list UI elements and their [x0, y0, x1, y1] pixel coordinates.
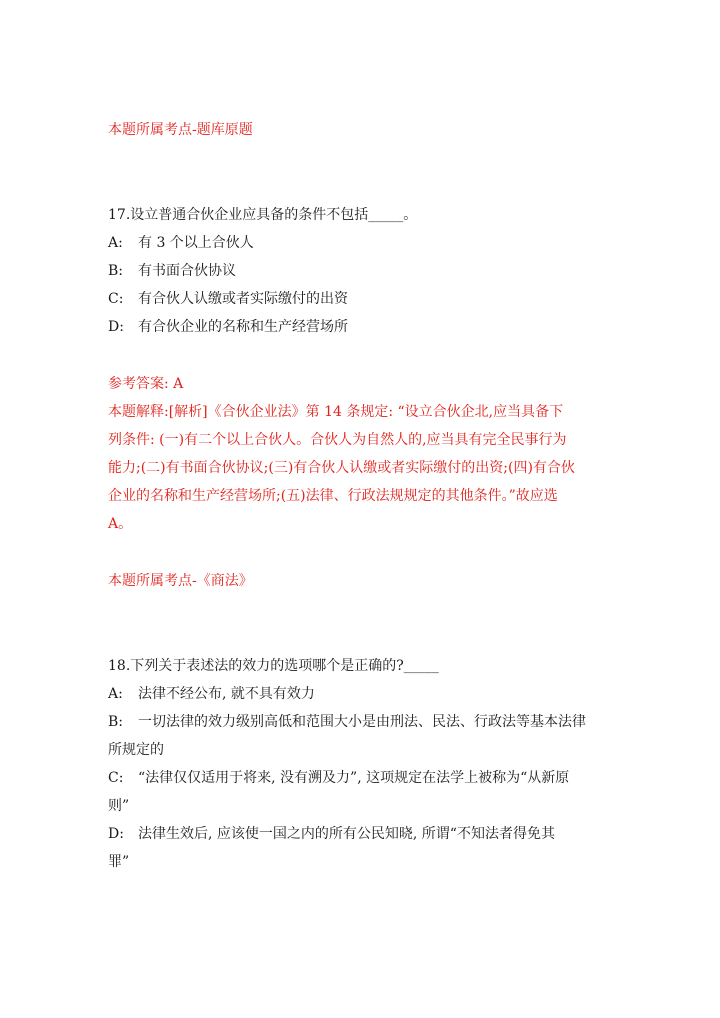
- q18-option-b: [108, 712, 586, 732]
- option-letter: B:: [108, 714, 124, 730]
- option-text: 法律生效后, 应该使一国之内的所有公民知晓, 所谓“不知法者得免其: [138, 826, 555, 842]
- q17-option-b: [108, 261, 236, 281]
- q17-answer: 参考答案: A: [108, 376, 184, 392]
- q17-option-d: [108, 317, 348, 337]
- q17-option-c: [108, 289, 348, 309]
- q17-explanation-line: 本题解释:[解析]《合伙企业法》第 14 条规定: “设立合伙企北,应当具备下: [108, 404, 564, 420]
- q16-topic: 本题所属考点-题库原题: [108, 122, 253, 138]
- option-letter: D:: [108, 826, 124, 842]
- q17-topic: 本题所属考点-《商法》: [108, 573, 253, 589]
- q18-option-a: [108, 684, 315, 704]
- option-letter: C:: [108, 770, 124, 786]
- q17-explanation-line: 能力;(二)有书面合伙协议;(三)有合伙人认缴或者实际缴付的出资;(四)有合伙: [108, 460, 575, 476]
- option-text: 有书面合伙协议: [138, 263, 236, 279]
- option-text-continued: 则”: [108, 798, 130, 814]
- option-text: 有 3 个以上合伙人: [138, 235, 254, 251]
- q17-explanation-line: 企业的名称和生产经营场所;(五)法律、行政法规规定的其他条件。”故应选: [108, 488, 558, 504]
- option-letter: A:: [108, 235, 123, 251]
- q17-option-a: [108, 233, 254, 253]
- option-letter: D:: [108, 319, 124, 335]
- option-letter: A:: [108, 686, 123, 702]
- option-text-continued: 所规定的: [108, 742, 164, 758]
- option-text-continued: 罪”: [108, 854, 130, 870]
- q18-option-c: [108, 768, 569, 788]
- option-letter: B:: [108, 263, 124, 279]
- option-text: 法律不经公布, 就不具有效力: [138, 686, 315, 702]
- option-letter: C:: [108, 291, 124, 307]
- option-text: 一切法律的效力级别高低和范围大小是由刑法、民法、行政法等基本法律: [138, 714, 586, 730]
- option-text: 有合伙人认缴或者实际缴付的出资: [138, 291, 348, 307]
- q18-option-d: [108, 824, 555, 844]
- q17-explanation-line: 列条件: (一)有二个以上合伙人。合伙人为自然人的,应当具有完全民事行为: [108, 432, 567, 448]
- option-text: 有合伙企业的名称和生产经营场所: [138, 319, 348, 335]
- q17-stem: 17.设立普通合伙企业应具备的条件不包括_____。: [108, 207, 418, 223]
- q18-stem: 18.下列关于表述法的效力的选项哪个是正确的?_____: [108, 658, 439, 674]
- option-text: “法律仅仅适用于将来, 没有溯及力”, 这项规定在法学上被称为“从新原: [138, 770, 570, 786]
- q17-explanation-line: A。: [108, 516, 133, 532]
